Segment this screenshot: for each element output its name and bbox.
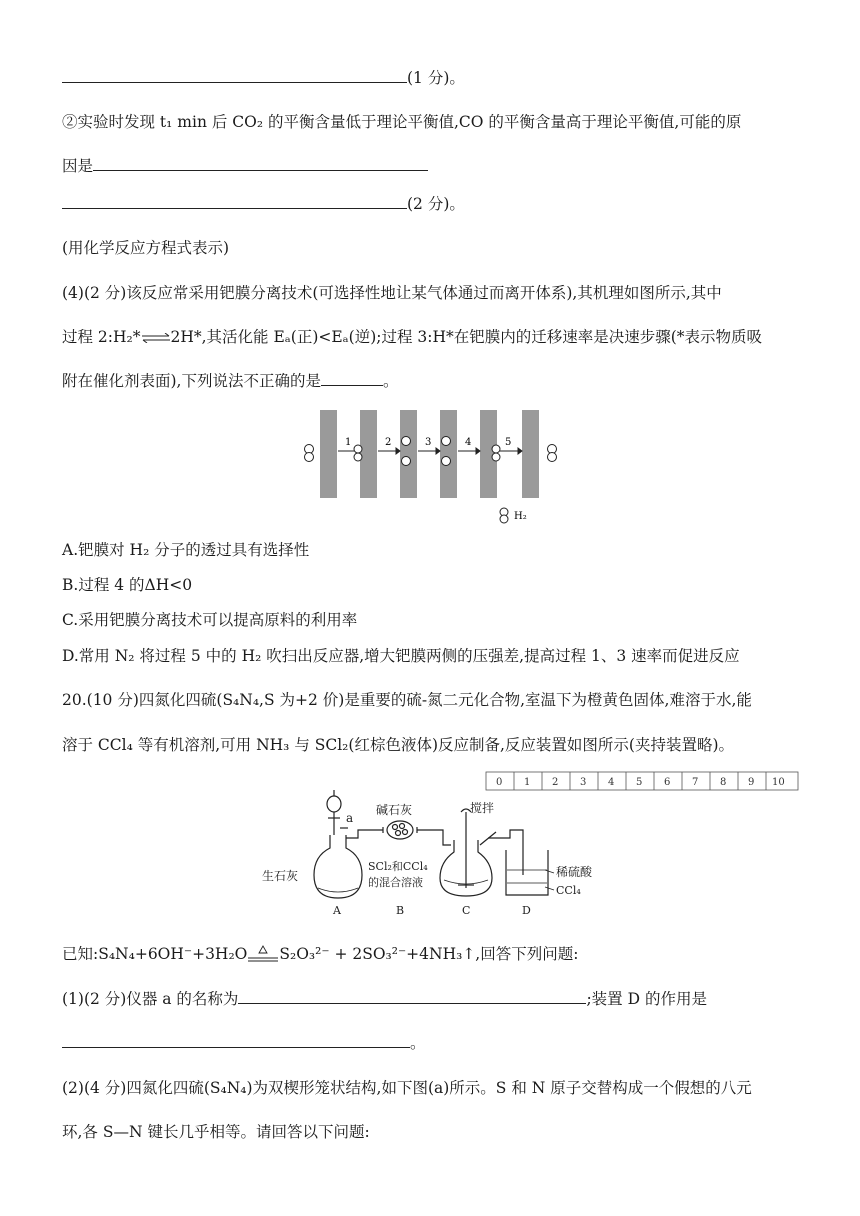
- option-d[interactable]: D.常用 N₂ 将过程 5 中的 H₂ 吹扫出反应器,增大钯膜两侧的压强差,提高过程 1、3 速率而促进反应: [62, 647, 740, 665]
- label-ccl4: CCl₄: [556, 884, 581, 897]
- text-span: 。: [410, 1034, 426, 1052]
- ruler-tick: 10: [772, 777, 785, 788]
- apparatus-b-drying-tube: [383, 821, 417, 839]
- heat-condition-icon: [247, 944, 279, 966]
- option-a[interactable]: A.钯膜对 H₂ 分子的透过具有选择性: [62, 541, 310, 559]
- answer-blank[interactable]: [321, 369, 383, 386]
- text-span: S₂O₃²⁻ + 2SO₃²⁻+4NH₃↑,回答下列问题:: [279, 945, 579, 963]
- ruler-tick: 3: [580, 777, 587, 788]
- question-4-text: (4)(2 分)该反应常采用钯膜分离技术(可选择性地让某气体通过而离开体系),其机理如图所示,其中: [62, 284, 722, 302]
- option-b[interactable]: B.过程 4 的ΔH<0: [62, 576, 193, 594]
- ruler-tick: 4: [608, 777, 615, 788]
- text-span: 。: [382, 372, 399, 390]
- question-2-text-2: 环,各 S—N 键长几乎相等。请回答以下问题:: [62, 1123, 370, 1141]
- answer-line-2: [62, 154, 428, 176]
- label-apparatus-c: C: [462, 904, 471, 917]
- step-label: 4: [465, 437, 472, 448]
- apparatus-d-beaker: [506, 850, 548, 895]
- ruler-tick: 7: [692, 777, 699, 788]
- equilibrium-arrow-icon: [141, 333, 171, 343]
- question-20-text: 20.(10 分)四氮化四硫(S₄N₄,S 为+2 价)是重要的硫-氮二元化合物,室温下为橙黄色固体,难溶于水,能: [62, 691, 752, 709]
- label-quicklime: 生石灰: [262, 869, 299, 883]
- answer-line-1: [62, 66, 465, 88]
- apparatus-figure: [258, 770, 803, 920]
- label-mixture: SCl₂和CCl₄: [368, 860, 428, 873]
- h-atom-icon: [402, 437, 411, 446]
- step-label: 3: [425, 437, 432, 448]
- score-label: (1 分)。: [407, 69, 465, 87]
- text-span: ;装置 D 的作用是: [586, 990, 707, 1008]
- label-a: a: [346, 811, 354, 825]
- answer-blank[interactable]: [62, 192, 407, 209]
- label-stir: 搅拌: [470, 801, 495, 815]
- membrane-bar: [320, 410, 337, 498]
- answer-blank[interactable]: [62, 66, 407, 83]
- answer-line-4: [62, 1031, 426, 1053]
- h2-adsorbed-icon: [492, 445, 500, 453]
- text-span: 2H*,其活化能 Eₐ(正)<Eₐ(逆);过程 3:H*在钯膜内的迁移速率是决速步骤(*表示物质吸: [170, 328, 763, 346]
- apparatus-a: [314, 790, 362, 898]
- label-apparatus-a: A: [333, 904, 341, 917]
- ruler-tick: 1: [524, 777, 531, 788]
- ruler-tick: 5: [636, 777, 643, 788]
- answer-blank[interactable]: [93, 154, 428, 171]
- membrane-figure: [300, 405, 570, 525]
- answer-blank[interactable]: [238, 987, 586, 1004]
- hint-text: (用化学反应方程式表示): [62, 239, 230, 257]
- membrane-bar: [400, 410, 417, 498]
- question-20-text-2: 溶于 CCl₄ 等有机溶剂,可用 NH₃ 与 SCl₂(红棕色液体)反应制备,反应装置如图所示(夹持装置略)。: [62, 736, 735, 754]
- legend-label: H₂: [514, 511, 527, 522]
- apparatus-c-flask: [440, 809, 496, 896]
- membrane-bar: [360, 410, 377, 498]
- label-apparatus-b: B: [396, 904, 405, 917]
- ruler-tick: 9: [748, 777, 755, 788]
- text-span: 附在催化剂表面),下列说法不正确的是: [62, 372, 321, 390]
- ruler-tick: 0: [496, 777, 503, 788]
- question-4-text-3: [62, 369, 399, 391]
- label-soda-lime: 碱石灰: [376, 803, 413, 817]
- question-text: 因是: [62, 157, 94, 175]
- question-text: ②实验时发现 t₁ min 后 CO₂ 的平衡含量低于理论平衡值,CO 的平衡含量高于理论平衡值,可能的原: [62, 113, 742, 131]
- ruler-tick: 6: [664, 777, 671, 788]
- score-label: (2 分)。: [407, 195, 465, 213]
- option-c[interactable]: C.采用钯膜分离技术可以提高原料的利用率: [62, 611, 358, 629]
- question-1-line: [62, 987, 707, 1009]
- step-label: 2: [385, 437, 392, 448]
- ruler: [486, 772, 798, 790]
- ruler-tick: 2: [552, 777, 559, 788]
- h2-adsorbed-icon: [354, 445, 362, 453]
- label-dilute-acid: 稀硫酸: [556, 865, 593, 879]
- step-label: 1: [345, 437, 352, 448]
- text-span: 过程 2:H₂*: [62, 328, 141, 346]
- membrane-bar: [440, 410, 457, 498]
- known-reaction: [62, 942, 578, 966]
- question-4-text-2: [62, 325, 762, 347]
- step-label: 5: [505, 437, 512, 448]
- h2-molecule-icon: [305, 445, 314, 462]
- membrane-bar: [522, 410, 539, 498]
- question-2-text: (2)(4 分)四氮化四硫(S₄N₄)为双楔形笼状结构,如下图(a)所示。S 和 N 原子交替构成一个假想的八元: [62, 1079, 752, 1097]
- text-span: 已知:S₄N₄+6OH⁻+3H₂O: [62, 945, 248, 963]
- h-atom-icon: [442, 437, 451, 446]
- label-mixture-2: 的混合溶液: [368, 876, 423, 889]
- text-span: (1)(2 分)仪器 a 的名称为: [62, 990, 239, 1008]
- label-apparatus-d: D: [522, 904, 531, 917]
- ruler-tick: 8: [720, 777, 727, 788]
- legend-h2-icon: [500, 508, 508, 523]
- answer-line-3: [62, 192, 465, 214]
- answer-blank[interactable]: [62, 1031, 410, 1048]
